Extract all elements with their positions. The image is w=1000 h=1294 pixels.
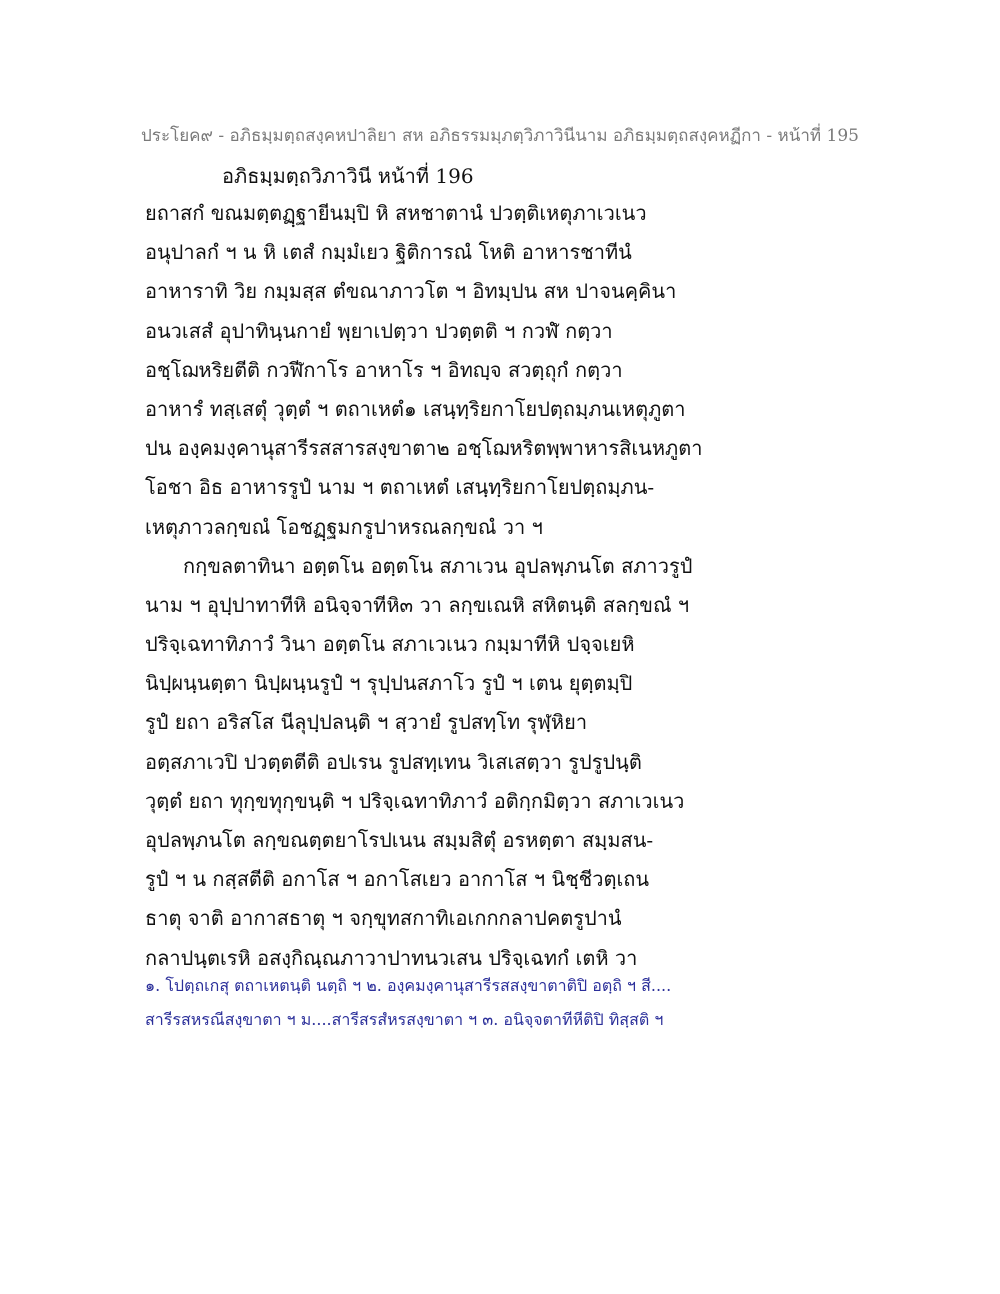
body-line: รูปํ ยถา อริสโส นีลุปฺปลนฺติ ฯ สฺวายํ รูปสทฺโท รุฬฺหิยา (145, 710, 588, 735)
body-line: รูปํ ฯ น กสฺสตีติ อกาโส ฯ อกาโสเยว อากาโส ฯ นิชฺชีวตฺเถน (145, 867, 650, 892)
body-line: ยถาสกํ ขณมตฺตฏฺฐายีนมฺปิ หิ สหชาตานํ ปวตฺติเหตุภาเวเนว (145, 201, 647, 225)
body-line: ธาตุ จาติ อากาสธาตุ ฯ จกฺขุทสกาทิเอเกกกลาปคตรูปานํ (145, 906, 622, 931)
body-line: อาหารํ ทสฺเสตุํ วุตฺตํ ฯ ตถาเหตํ๑ เสนฺทฺริยกาโยปตฺถมฺภนเหตุภูตา (145, 396, 686, 421)
footnote-line: สารีรสหรณีสงฺขาตา ฯ ม....สารีสรสํหรสงฺขาตา ฯ ๓. อนิจฺจตาทีหีติปิ ทิสฺสติ ฯ (145, 1010, 664, 1029)
body-line: อาหาราทิ วิย กมฺมสฺส ตํขณาภาวโต ฯ อิทมฺปน สห ปาจนคฺคินา (145, 279, 677, 304)
body-line: นาม ฯ อุปฺปาทาทีหิ อนิจฺจาทีหิ๓ วา ลกฺขเณหิ สหิตนฺติ สลกฺขณํ ฯ (145, 592, 690, 617)
footnote-line: ๑. โปตฺถเกสุ ตถาเหตนฺติ นตฺถิ ฯ ๒. องฺคมงฺคานุสารีรสสงฺขาตาติปิ อตฺถิ ฯ สี.... (145, 976, 672, 995)
page-title: อภิธมฺมตฺถวิภาวินี หน้าที่ 196 (222, 164, 474, 188)
body-line: ปริจฺเฉทาทิภาวํ วินา อตฺตโน สภาเวเนว กมฺมาทีหิ ปจฺจเยหิ (145, 632, 635, 657)
body-line: อนวเสสํ อุปาทินฺนกายํ พฺยาเปตฺวา ปวตฺตติ ฯ กวฬํ กตฺวา (145, 318, 613, 343)
body-line: อตฺสภาเวปิ ปวตฺตตีติ อปเรน รูปสทฺเทน วิเสเสตฺวา รูปรูปนฺติ (145, 749, 642, 774)
body-line: วุตฺตํ ยถา ทุกฺขทุกฺขนฺติ ฯ ปริจฺเฉทาทิภาวํ อติกฺกมิตฺวา สภาเวเนว (145, 788, 685, 813)
body-line: โอชา อิธ อาหารรูปํ นาม ฯ ตถาเหตํ เสนฺทฺริยกาโยปตฺถมฺภน- (145, 475, 655, 500)
footnotes (145, 969, 865, 1037)
body-text (145, 194, 865, 978)
body-line: อชฺโฌหริยตีติ กวฬีกาโร อาหาโร ฯ อิทญฺจ สวตฺถุกํ กตฺวา (145, 357, 623, 382)
body-line: เหตุภาวลกฺขณํ โอชฏฺฐมกรูปาหรณลกฺขณํ วา ฯ (145, 514, 543, 539)
paragraph-first-line: กกฺขลตาทินา อตฺตโน อตฺตโน สภาเวน อุปลพฺภนโต สภาวรูปํ (183, 553, 693, 578)
body-line: ปน องฺคมงฺคานุสารีรสสารสงฺขาตา๒ อชฺโฌหริตพฺพาหารสิเนหภูตา (145, 436, 703, 461)
body-line: กลาปนฺตเรหิ อสงฺกิณฺณภาวาปาทนวเสน ปริจฺเฉทกํ เตหิ วา (145, 945, 638, 970)
body-line: นิปฺผนฺนตฺตา นิปฺผนฺนรูปํ ฯ รุปฺปนสภาโว รูปํ ฯ เตน ยุตฺตมฺปิ (145, 671, 633, 696)
running-header: ประโยค๙ - อภิธมฺมตฺถสงฺคหปาลิยา สห อภิธรรมมฺภตฺวิภาวินีนาม อภิธมฺมตฺถสงฺคหฏีกา - หน้าที่ 195 (141, 126, 859, 146)
body-line: อุปลพฺภนโต ลกฺขณตฺตยาโรปเนน สมฺมสิตุํ อรหตฺตา สมฺมสน- (145, 828, 654, 852)
body-line: อนุปาลกํ ฯ น หิ เตสํ กมฺมํเยว ฐิติการณํ โหติ อาหารชาทีนํ (145, 240, 632, 265)
